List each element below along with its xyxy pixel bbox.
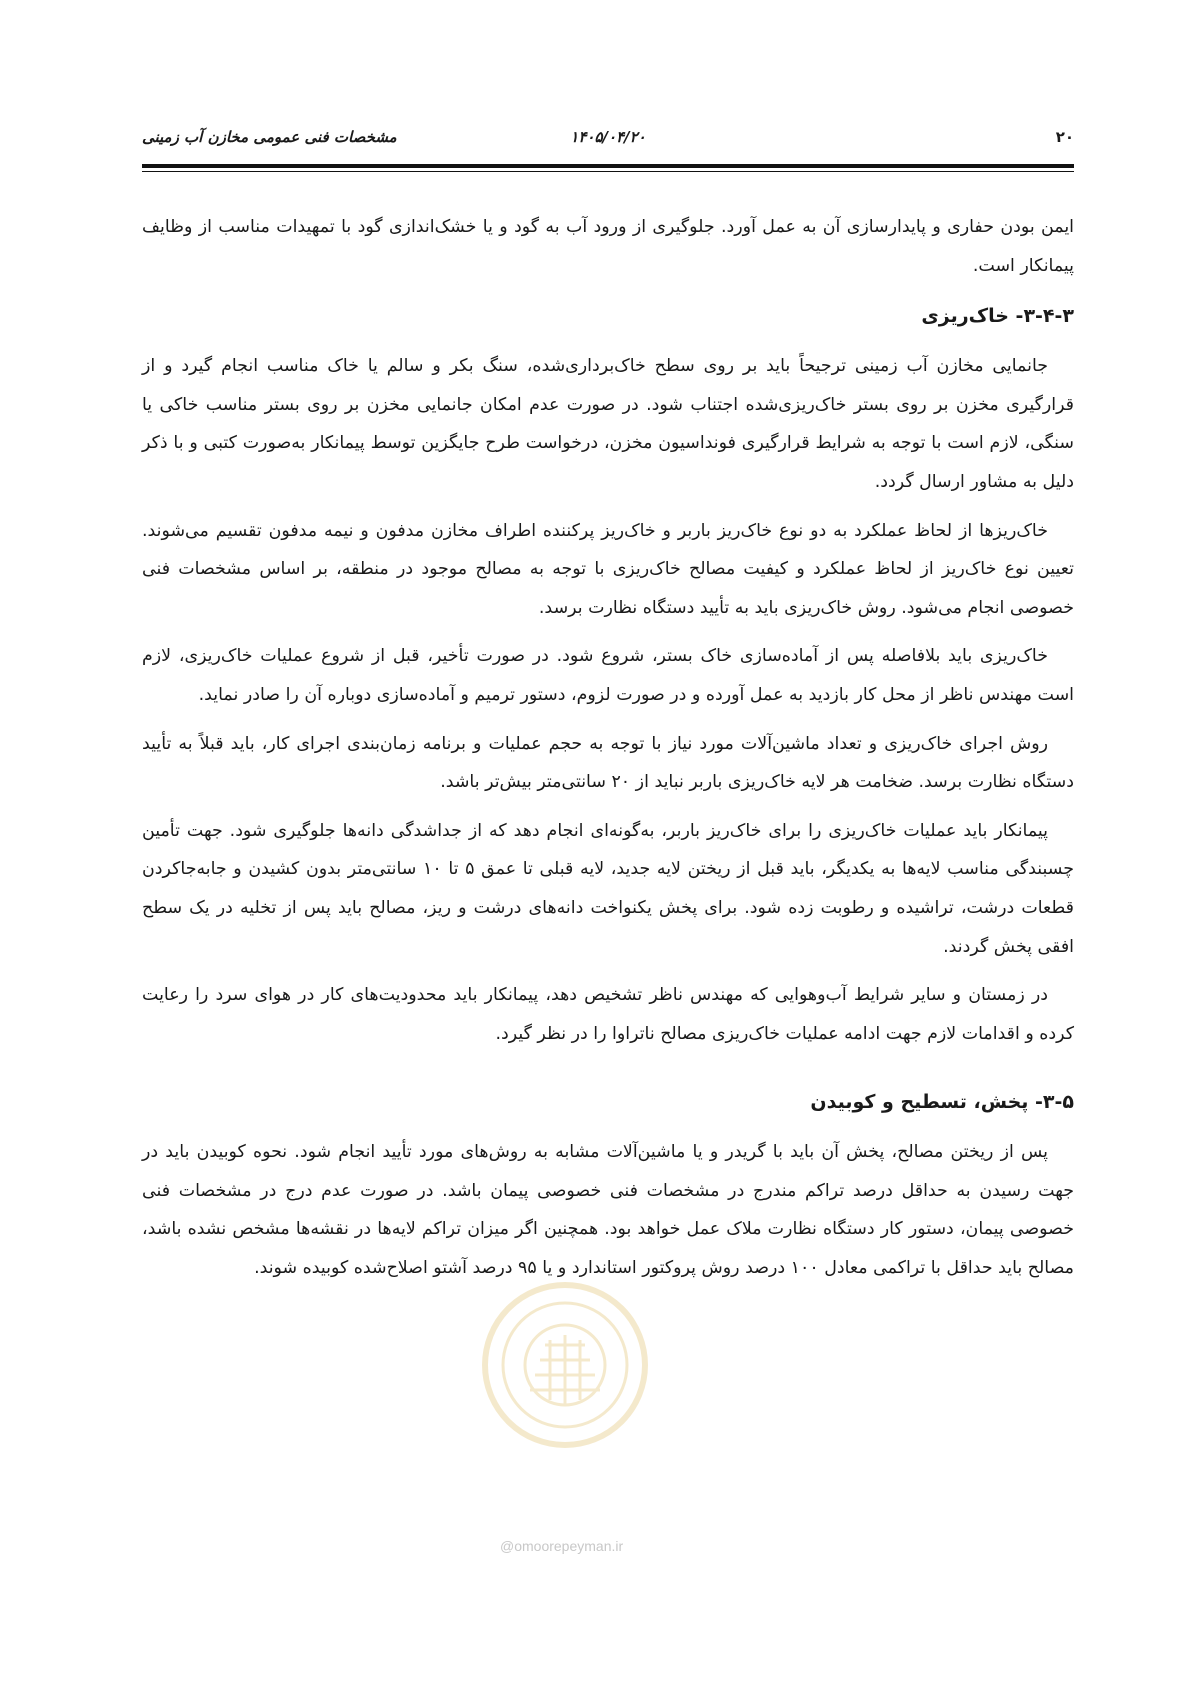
paragraph: خاک‌ریزها از لحاظ عملکرد به دو نوع خاک‌ریز باربر و خاک‌ریز پرکننده اطراف مخازن مدفون و نیمه مدفون تقسیم می‌شوند. تعیین نوع خاک‌ریز از لحاظ عملکرد و کیفیت مصالح خاک‌ریزی با توجه به مصالح موجود در منطقه، بر اساس مشخصات فنی خصوصی انجام می‌شود. روش خاک‌ریزی باید به تأیید دستگاه نظارت برسد. — [142, 520, 1074, 618]
paragraph: خاک‌ریزی باید بلافاصله پس از آماده‌سازی خاک بستر، شروع شود. در صورت تأخیر، قبل از شروع عملیات خاک‌ریزی، لازم است مهندس ناظر از محل کار بازدید به عمل آورده و در صورت لزوم، دستور ترمیم و آماده‌سازی دوباره آن را صادر نماید. — [142, 646, 1074, 705]
paragraph: پس از ریختن مصالح، پخش آن باید با گریدر و یا ماشین‌آلات مشابه به روش‌های مورد تأیید انجام شود. نحوه کوبیدن باید در جهت رسیدن به حداقل درصد تراکم مندرج در مشخصات فنی خصوصی پیمان باشد. در صورت عدم درج در مشخصات فنی خصوصی پیمان، دستور کار دستگاه نظارت ملاک عمل خواهد بود. همچنین اگر میزان تراکم لایه‌ها در نقشه‌ها مشخص نشده باشد، مصالح باید حداقل با تراکمی معادل ۱۰۰ درصد روش پروکتور استاندارد و یا ۹۵ درصد آشتو اصلاح‌شده کوبیده شوند. — [142, 1142, 1074, 1279]
paragraph: جانمایی مخازن آب زمینی ترجیحاً باید بر روی سطح خاک‌برداری‌شده، سنگ بکر و سالم یا خاک مناسب انجام گیرد و از قرارگیری مخزن بر روی بستر خاک‌ریزی‌شده اجتناب شود. در صورت عدم امکان جانمایی مخزن بر روی بستر مناسب خاکی یا سنگی، لازم است با توجه به شرایط قرارگیری فونداسیون مخزن، درخواست طرح جایگزین توسط پیمانکار به‌صورت کتبی و با ذکر دلیل به مشاور ارسال گردد. — [142, 356, 1074, 492]
section-heading-earthfill: ۳-۴-۳- خاک‌ریزی — [921, 305, 1074, 328]
header-rule-thin — [142, 171, 1074, 172]
header-rule-thick — [142, 164, 1074, 168]
watermark-seal-icon — [480, 1280, 650, 1450]
page-number: ۲۰ — [1055, 128, 1074, 146]
paragraph: پیمانکار باید عملیات خاک‌ریزی را برای خاک‌ریز باربر، به‌گونه‌ای انجام دهد که از جداشدگی دانه‌ها جلوگیری شود. جهت تأمین چسبندگی مناسب لایه‌ها به یکدیگر، باید قبل از ریختن لایه جدید، لایه قبلی تا عمق ۵ تا ۱۰ سانتی‌متر بدون کشیدن و جابه‌جاکردن قطعات درشت، تراشیده و رطوبت زده شود. برای پخش یکنواخت دانه‌های درشت و ریز، مصالح باید پس از تخلیه در یک سطح افقی پخش گردند. — [142, 820, 1074, 957]
page-header — [142, 126, 1074, 150]
section-heading-spreading: ۳-۵- پخش، تسطیح و کوبیدن — [810, 1091, 1074, 1114]
document-title: مشخصات فنی عمومی مخازن آب زمینی — [142, 128, 397, 146]
page-content — [142, 208, 1074, 1298]
paragraph: روش اجرای خاک‌ریزی و تعداد ماشین‌آلات مورد نیاز با توجه به حجم عملیات و برنامه زمان‌بندی اجرای کار، باید قبلاً به تأیید دستگاه نظارت برسد. ضخامت هر لایه خاک‌ریزی باربر نباید از ۲۰ سانتی‌متر بیش‌تر باشد. — [142, 733, 1074, 793]
header-date: ۱۴۰۵/۰۴/۲۰ — [570, 128, 646, 146]
watermark-text: @omoorepeyman.ir — [500, 1538, 624, 1554]
paragraph: در زمستان و سایر شرایط آب‌وهوایی که مهندس ناظر تشخیص دهد، پیمانکار باید محدودیت‌های کار در هوای سرد را رعایت کرده و اقدامات لازم جهت ادامه عملیات خاک‌ریزی مصالح ناتراوا را در نظر گیرد. — [142, 985, 1074, 1044]
intro-paragraph: ایمن بودن حفاری و پایدارسازی آن به عمل آورد. جلوگیری از ورود آب به گود و یا خشک‌اندازی گود با تمهیدات مناسب از وظایف پیمانکار است. — [142, 217, 1074, 276]
